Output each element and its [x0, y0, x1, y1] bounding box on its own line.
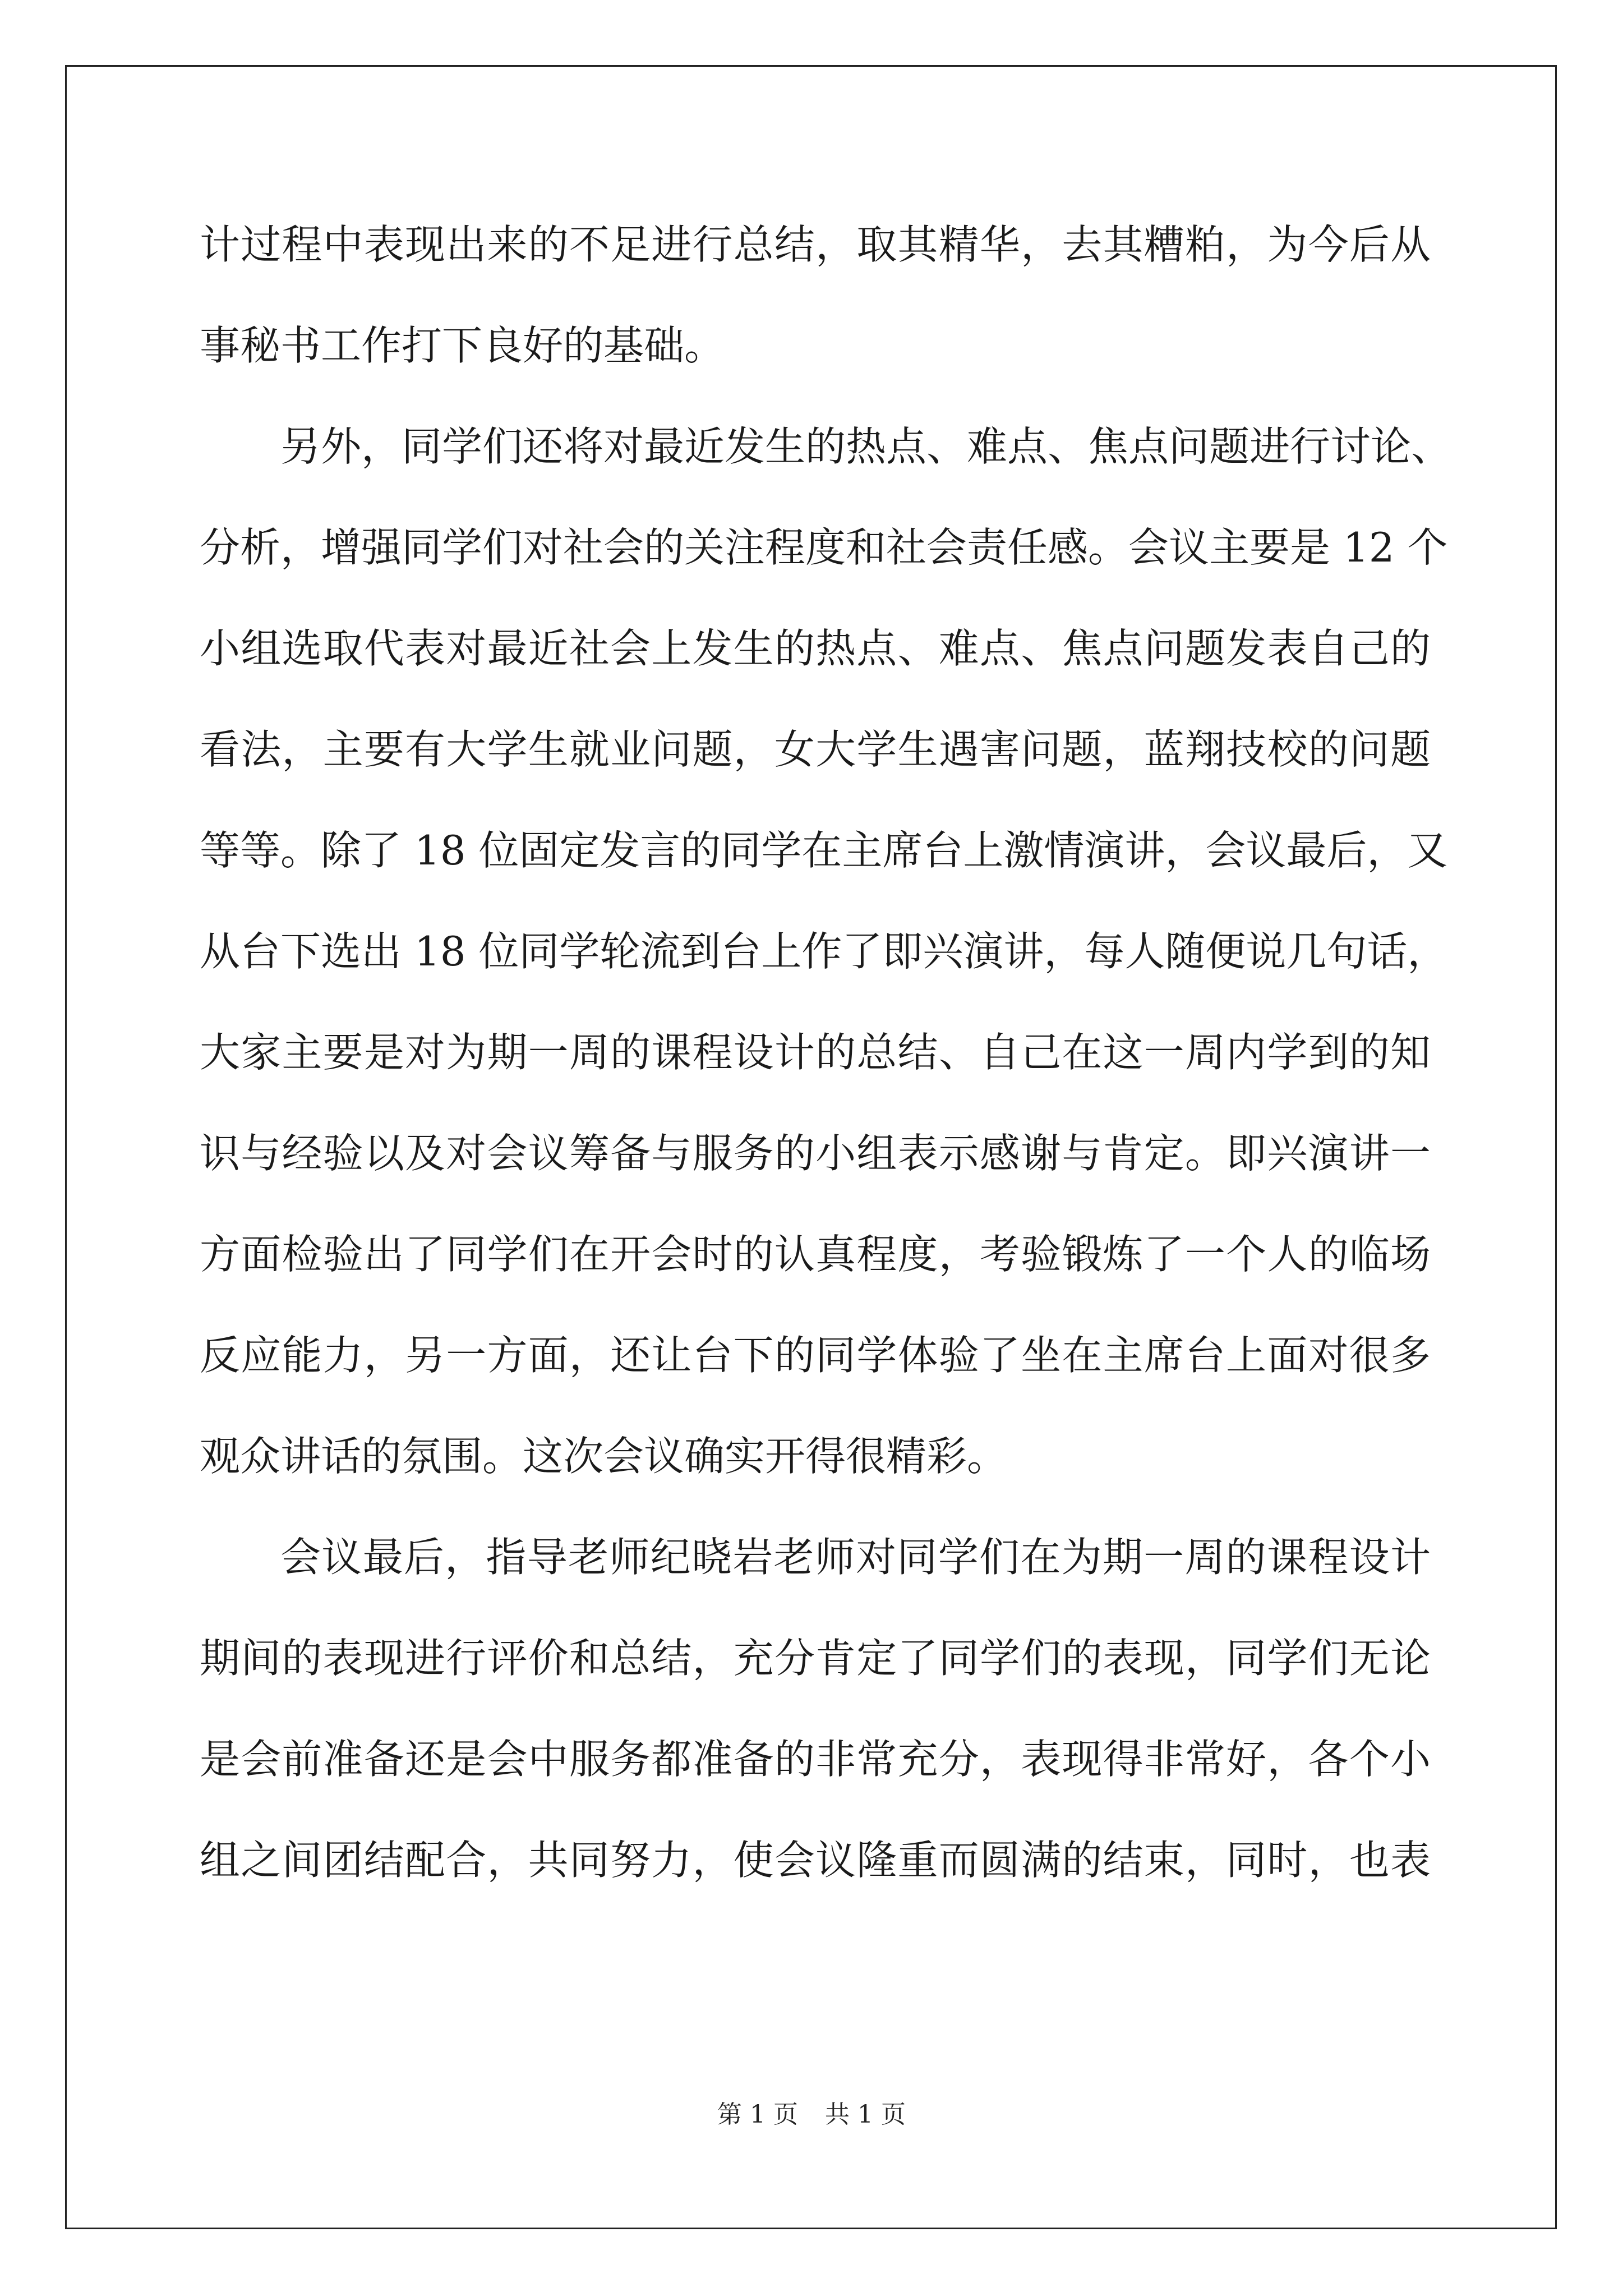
text-line: 另外，同学们还将对最近发生的热点、难点、焦点问题进行讨论、 [280, 423, 1452, 470]
text-line: 等等。除了 18 位固定发言的同学在主席台上激情演讲，会议最后，又 [200, 827, 1448, 874]
text-line: 从台下选出 18 位同学轮流到台上作了即兴演讲，每人随便说几句话， [200, 928, 1448, 975]
text-line: 识与经验以及对会议筹备与服务的小组表示感谢与肯定。即兴演讲一 [200, 1130, 1431, 1177]
text-line: 大家主要是对为期一周的课程设计的总结、自己在这一周内学到的知 [200, 1029, 1431, 1076]
page-number-total: 共 1 页 [825, 2100, 906, 2129]
text-line: 小组选取代表对最近社会上发生的热点、难点、焦点问题发表自己的 [200, 625, 1431, 672]
text-line: 方面检验出了同学们在开会时的认真程度，考验锻炼了一个人的临场 [200, 1231, 1431, 1278]
page-footer [0, 2098, 1623, 2132]
text-line: 看法，主要有大学生就业问题，女大学生遇害问题，蓝翔技校的问题 [200, 726, 1431, 773]
text-line: 计过程中表现出来的不足进行总结，取其精华，去其糟粕，为今后从 [200, 221, 1431, 268]
text-line: 分析，增强同学们对社会的关注程度和社会责任感。会议主要是 12 个 [200, 524, 1448, 571]
text-line: 组之间团结配合，共同努力，使会议隆重而圆满的结束，同时，也表 [200, 1837, 1431, 1884]
text-line: 事秘书工作打下良好的基础。 [200, 322, 725, 369]
text-line: 会议最后，指导老师纪晓岩老师对同学们在为期一周的课程设计 [280, 1534, 1431, 1581]
text-line: 是会前准备还是会中服务都准备的非常充分，表现得非常好，各个小 [200, 1736, 1431, 1783]
text-line: 期间的表现进行评价和总结，充分肯定了同学们的表现，同学们无论 [200, 1635, 1431, 1682]
text-line: 观众讲话的氛围。这次会议确实开得很精彩。 [200, 1433, 1008, 1480]
document-body [200, 194, 1452, 1911]
text-line: 反应能力，另一方面，还让台下的同学体验了坐在主席台上面对很多 [200, 1332, 1431, 1379]
page-number-current: 第 1 页 [717, 2100, 798, 2129]
